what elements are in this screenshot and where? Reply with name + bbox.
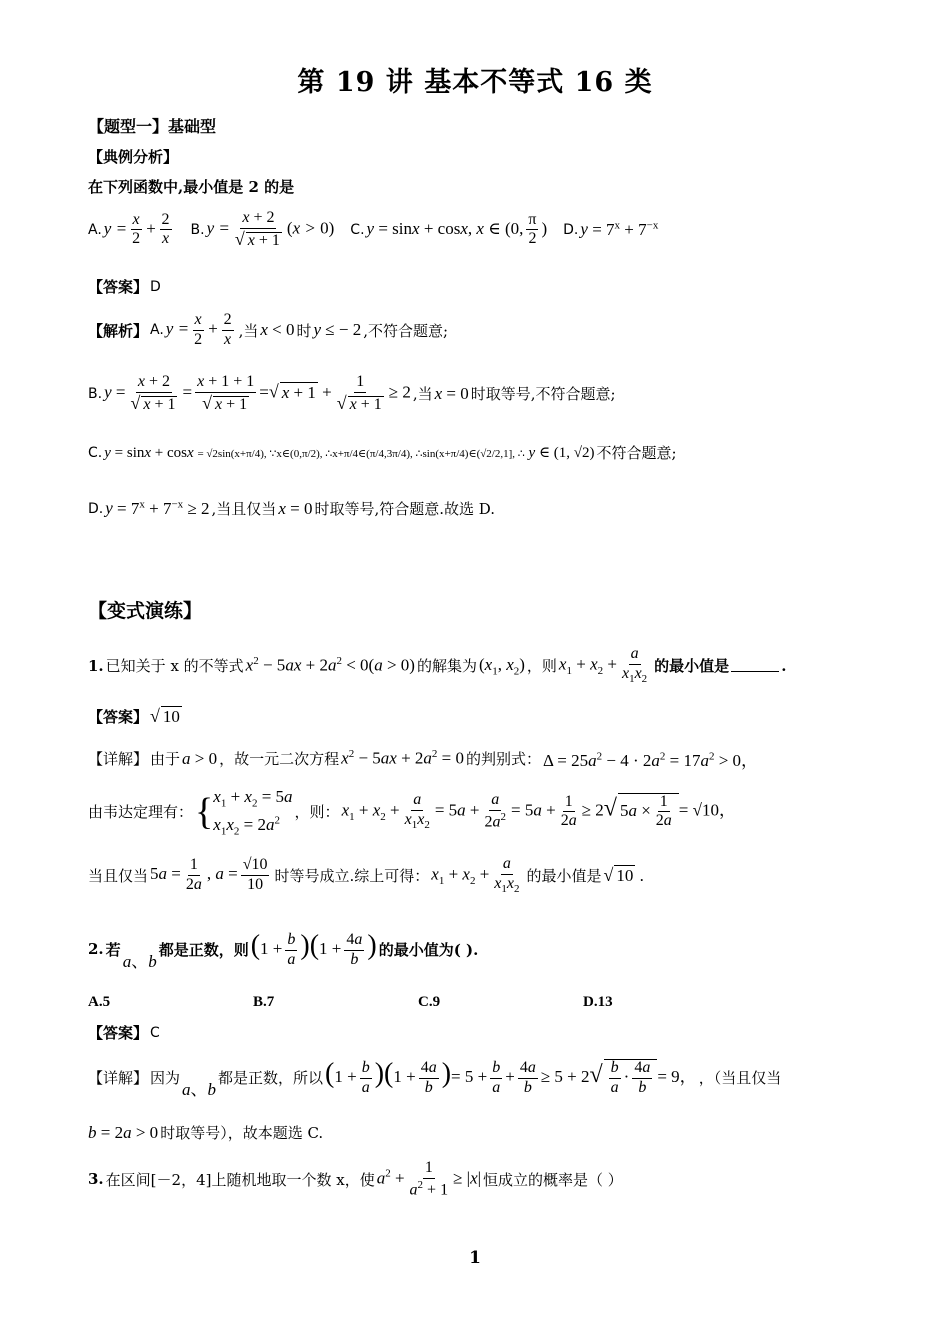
answer-blank xyxy=(731,659,779,672)
q2-option-c: C.9 xyxy=(418,994,441,1010)
page-title: 第 19 讲 基本不等式 16 类 xyxy=(297,67,653,98)
analysis-a-formula: y = $\frac{x}{2}$ + $\frac{2}{x}$ xyxy=(165,311,232,348)
q2-option-d: D.13 xyxy=(583,994,613,1010)
question-3: 3. 在区间[－2，4]上随机地取一个数 x，使 $a^2$ + $\frac{1}{a^2 + 1}$ ≥ |x| 恒成立的概率是（ ） xyxy=(88,1159,623,1199)
q2-detail-line-1: 【详解】 因为 a、b 都是正数，所以 (1 + $\frac{b}{a}$ )(1 + $\frac{4a}{b}$ )= 5 + $\frac{b}{a}$ + $\frac{4a}{b}$ ≥ 5 + 2√ $\frac{b}{a}$ · $\frac{4a}{b}$ = 9， ，（当且仅当 xyxy=(88,1058,782,1099)
q2-option-a: A.5 xyxy=(88,994,111,1010)
analysis-label: 【解析】 xyxy=(88,321,149,340)
option-d-label: D. xyxy=(563,221,579,238)
analysis-b-formula: y = $\frac{x + 2}{√ x + 1}$ = $\frac{x + 1 + 1}{√ x + 1}$ =√ x + 1 + $\frac{1}{√ x + 1}$ ≥ 2 xyxy=(104,373,411,413)
q2-answer-value: C xyxy=(150,1024,160,1041)
analysis-line-d: D. $y = 7^x + 7^{-x} \ge 2$ ,当且仅当 x = 0 时取等号,符合题意.故选 D. xyxy=(88,498,496,518)
q1-answer-line: 【答案】 √ 10 xyxy=(88,706,180,726)
answer-line xyxy=(88,276,161,297)
question-2: 2. 若 a、b 都是正数，则 (1 + $\frac{b}{a}$ )(1 + $\frac{4a}{b}$ ) 的最小值为( ). xyxy=(88,930,479,971)
option-b-formula: y = $\frac{x + 2}{√ x + 1}$ (x > 0) xyxy=(206,209,335,249)
question-1: 1. 已知关于 x 的不等式 $x^2 - 5ax + 2a^2 < 0(a > 0)$ 的解集为 ($x_1$, $x_2$) ，则 $x_1 + x_2$ + $\frac{a}{x_1x_2}$ 的最小值是 . xyxy=(88,645,787,685)
section-heading-variants: 【变式演练】 xyxy=(88,600,203,622)
answer-value: D xyxy=(150,278,161,295)
analysis-line-b: B. y = $\frac{x + 2}{√ x + 1}$ = $\frac{x + 1 + 1}{√ x + 1}$ =√ x + 1 + $\frac{1}{√ x + 1}$ ≥ 2 ,当 x = 0 时取等号,不符合题意; xyxy=(88,373,616,413)
section-heading-type-1: 【题型一】基础型 xyxy=(88,117,217,136)
option-d-formula: $y = 7^x + 7^{-x}$ xyxy=(580,219,659,240)
option-c-formula: y = sinx + cosx, x ∈ (0, $\frac{\pi}{2}$ ) xyxy=(366,210,548,248)
option-c-label: C. xyxy=(350,221,365,238)
option-b-label: B. xyxy=(190,221,205,238)
q2-option-b: B.7 xyxy=(253,994,275,1010)
example-heading: 【典例分析】 xyxy=(88,148,179,166)
q1-answer-value: √ 10 xyxy=(150,706,180,726)
q1-detail-line-3: 当且仅当 5a = $\frac{1}{2a}$ , a = $\frac{√10}{10}$ 时等号成立.综上可得： $x_1 + x_2$ + $\frac{a}{x_1x_2}$ 的最小值是 √ 10 . xyxy=(88,855,644,895)
q1-detail-line-2: 由韦达定理有： { $x_1 + x_2 = 5a$ $x_1x_2 = 2a^2$ ，则： $x_1 + x_2$ + $\frac{a}{x_1x_2}$ = 5a + $\frac{a}{2a^2}$ = 5a + $\frac{1}{2a}$ ≥ 2√ 5a × $\frac{1}{2a}$ = √10， xyxy=(88,787,736,838)
analysis-line-c: C. y = sinx + cosx = √2sin(x+π/4), ∵x∈(0,π/2), ∴x+π/4∈(π/4,3π/4), ∴sin(x+π/4)∈(√2/2,1], ∴ y ∈ (1, √2) 不符合题意; xyxy=(88,444,677,462)
option-a-label: A. xyxy=(88,221,102,238)
answer-label: 【答案】 xyxy=(88,278,149,296)
q1-detail-line-1: 【详解】 由于 a > 0 ，故一元二次方程 $x^2 - 5ax + 2a^2 = 0$ 的判别式： $\Delta = 25a^2 - 4 \cdot 2a^2 = 17a^2 > 0$， xyxy=(88,748,759,770)
page-number: 1 xyxy=(469,1248,481,1268)
example-question: 在下列函数中,最小值是 2 的是 xyxy=(88,178,295,196)
q2-detail-line-2: b = 2a > 0 时取等号），故本题选 C. xyxy=(88,1122,324,1142)
q2-answer-line: 【答案】 C xyxy=(88,1024,160,1042)
analysis-c-formula: y = sinx + cosx = √2sin(x+π/4), ∵x∈(0,π/2), ∴x+π/4∈(π/4,3π/4), ∴sin(x+π/4)∈(√2/2,1], ∴ y ∈ (1, √2) xyxy=(104,445,595,461)
option-a-formula: y = $\frac{x}{2}$ + $\frac{2}{x}$ xyxy=(103,210,170,248)
analysis-line-a: 【解析】 A. y = $\frac{x}{2}$ + $\frac{2}{x}$ ,当 x < 0 时 y ≤ − 2 ,不符合题意; xyxy=(88,311,449,348)
options-row xyxy=(88,210,658,250)
